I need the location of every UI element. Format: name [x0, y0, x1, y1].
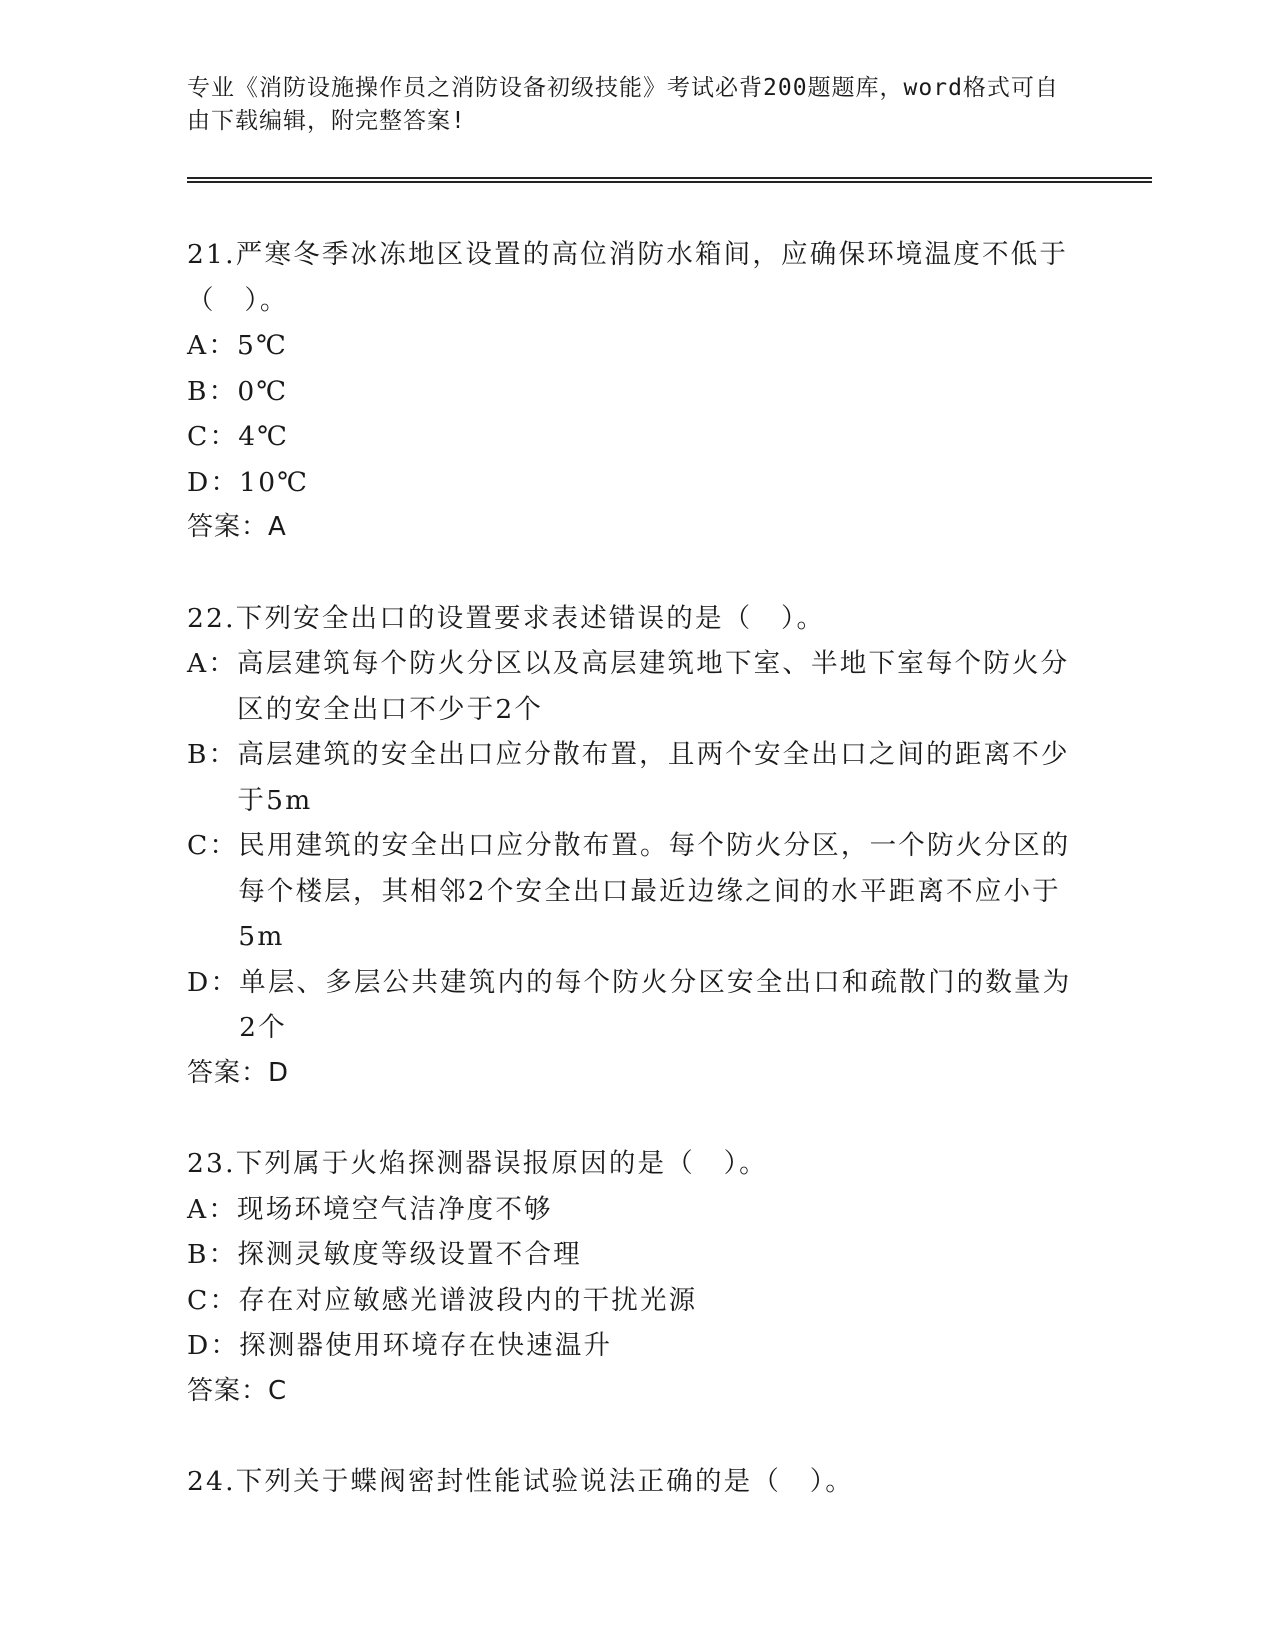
- option-text: 5℃: [237, 330, 288, 361]
- option-c: [187, 414, 1087, 460]
- option-b: [187, 732, 1087, 823]
- option-d: [187, 960, 1087, 1051]
- option-key: B：: [187, 739, 238, 770]
- option-c: [187, 823, 1087, 960]
- option-key: A：: [187, 648, 238, 679]
- option-key: D：: [187, 466, 240, 498]
- question-21: [187, 232, 1087, 551]
- option-text: 探测灵敏度等级设置不合理: [237, 1239, 582, 1270]
- option-text: 0℃: [237, 375, 289, 407]
- option-key: C：: [187, 421, 239, 452]
- option-b: [187, 1232, 1087, 1278]
- option-d: [187, 1323, 1087, 1369]
- answer-label: 答案：C: [187, 1375, 288, 1406]
- option-text: 4℃: [238, 421, 290, 452]
- question-24: [187, 1459, 1087, 1505]
- option-key: C：: [187, 830, 239, 861]
- option-a: [187, 323, 1087, 369]
- option-d: [187, 460, 1087, 506]
- option-text: 10℃: [239, 466, 310, 498]
- question-stem: 23.下列属于火焰探测器误报原因的是（ ）。: [187, 1148, 768, 1179]
- question-list: [187, 232, 1087, 1505]
- option-a: [187, 641, 1087, 732]
- question-stem: 21.严寒冬季冰冻地区设置的高位消防水箱间，应确保环境温度不低于（ ）。: [187, 239, 1069, 316]
- option-key: B：: [187, 375, 238, 407]
- option-text: 高层建筑每个防火分区以及高层建筑地下室、半地下室每个防火分区的安全出口不少于2个: [237, 648, 1070, 725]
- option-text: 探测器使用环境存在快速温升: [239, 1330, 613, 1361]
- answer-label: 答案：D: [187, 1057, 290, 1088]
- option-key: B：: [187, 1239, 238, 1270]
- option-text: 单层、多层公共建筑内的每个防火分区安全出口和疏散门的数量为2个: [239, 966, 1072, 1043]
- option-text: 存在对应敏感光谱波段内的干扰光源: [238, 1284, 698, 1316]
- option-key: D：: [187, 1330, 240, 1361]
- option-key: C：: [187, 1284, 239, 1316]
- document-header: 专业《消防设施操作员之消防设备初级技能》考试必背200题题库，word格式可自由下载编辑，附完整答案!: [187, 75, 1059, 134]
- option-key: D：: [187, 966, 240, 998]
- option-text: 高层建筑的安全出口应分散布置，且两个安全出口之间的距离不少于5m: [237, 739, 1070, 816]
- option-text: 民用建筑的安全出口应分散布置。每个防火分区，一个防火分区的每个楼层，其相邻2个安全出口最近边缘之间的水平距离不应小于5m: [238, 830, 1071, 952]
- question-stem: 22.下列安全出口的设置要求表述错误的是（ ）。: [187, 602, 826, 634]
- option-key: A：: [187, 330, 238, 361]
- answer-label: 答案：A: [187, 512, 287, 542]
- question-22: [187, 596, 1087, 1097]
- option-text: 现场环境空气洁净度不够: [237, 1193, 553, 1225]
- question-23: [187, 1141, 1087, 1414]
- option-key: A：: [187, 1193, 238, 1225]
- option-b: [187, 369, 1087, 415]
- header-divider: [187, 177, 1152, 183]
- option-c: [187, 1278, 1087, 1324]
- question-stem: 24.下列关于蝶阀密封性能试验说法正确的是（ ）。: [187, 1466, 854, 1497]
- option-a: [187, 1187, 1087, 1233]
